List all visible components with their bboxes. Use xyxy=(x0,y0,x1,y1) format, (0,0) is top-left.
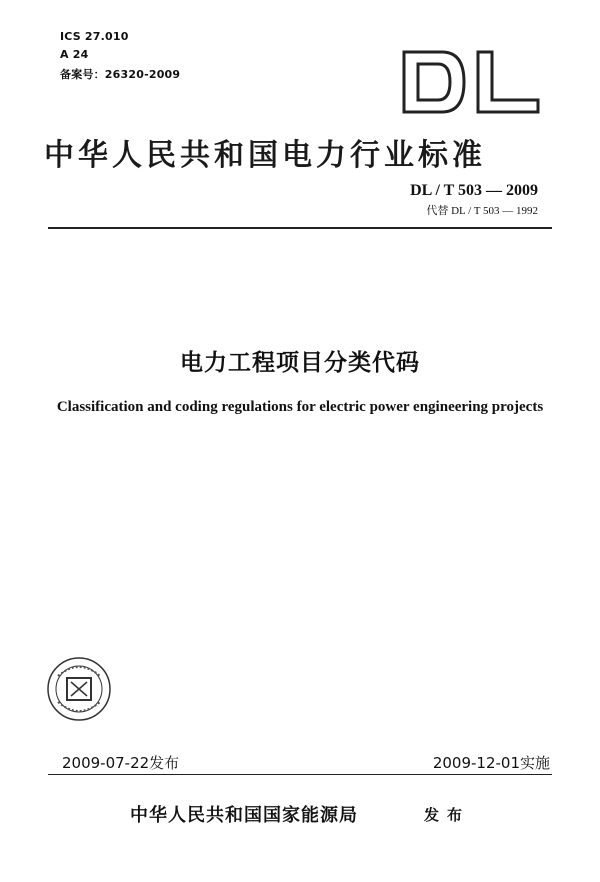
standard-type-title: 中华人民共和国电力行业标准 xyxy=(44,138,486,173)
issue-date: 2009-07-22发布 xyxy=(62,754,180,772)
standard-number: DL / T 503 — 2009 xyxy=(410,182,538,199)
document-title-chinese: 电力工程项目分类代码 xyxy=(180,350,420,376)
dl-logo xyxy=(398,48,546,116)
classification-code: A 24 xyxy=(60,48,89,61)
replaces-standard: 代替 DL / T 503 — 1992 xyxy=(426,205,538,217)
document-title-english: Classification and coding regulations for electric power engineering projects xyxy=(56,399,544,415)
china-electric-seal-icon xyxy=(46,656,112,722)
ics-code: ICS 27.010 xyxy=(60,30,129,43)
implementation-date: 2009-12-01实施 xyxy=(432,754,550,772)
record-number: 备案号：26320-2009 xyxy=(60,68,181,81)
bottom-divider xyxy=(48,774,552,775)
publisher-name: 中华人民共和国国家能源局 xyxy=(130,805,358,826)
top-divider xyxy=(48,227,552,229)
publish-label: 发布 xyxy=(424,806,471,824)
